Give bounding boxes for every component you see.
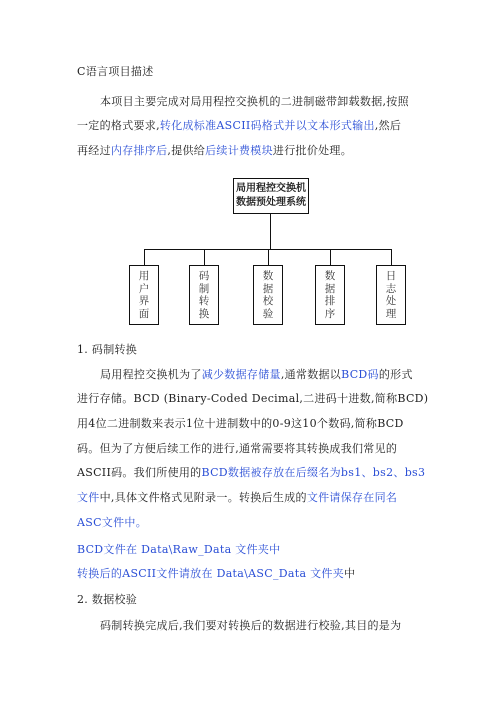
text-run: 内存排序后: [110, 144, 168, 157]
intro-line-3: [77, 144, 352, 158]
node-char: 理: [385, 307, 397, 320]
text-run: 本项目主要完成对局用程控交换机的二进制磁带卸载数据,按照: [100, 95, 409, 108]
section-1-line-1: [100, 368, 413, 382]
page-heading: C语言项目描述: [77, 65, 154, 78]
text-run: 后续计费模块: [205, 144, 273, 157]
diagram-stem: [270, 214, 271, 249]
node-char: 据: [324, 282, 336, 295]
text-run: BCD码: [341, 368, 379, 381]
diagram-drop-4: [330, 249, 331, 265]
diagram-root-line-1: 局用程控交换机: [236, 183, 306, 194]
section-1-title: 1. 码制转换: [77, 343, 138, 356]
node-char: 排: [324, 295, 336, 307]
section-1-line-3: [77, 417, 404, 431]
text-run: 文件请保存在同名: [306, 491, 398, 504]
diagram-drop-1: [144, 249, 145, 265]
section-1-line-7: [77, 516, 147, 530]
text-run: ,提供给: [167, 144, 206, 157]
text-run: 进行批价处理。: [272, 144, 353, 157]
text-run: 用4位二进制数来表示1位十进制数中的0-9这10个数码,简称BCD: [77, 417, 404, 430]
text-run: ASCII码。我们所使用的: [77, 466, 202, 479]
node-char: 转: [198, 295, 210, 307]
diagram-root-line-2: 数据预处理系统: [236, 197, 306, 208]
text-run: ,然后: [374, 119, 402, 132]
node-char: 数: [262, 270, 274, 282]
asc-data-path: [77, 567, 355, 581]
section-2-line-1: 码制转换完成后,我们要对转换后的数据进行校验,其目的是为: [100, 619, 402, 632]
text-run: 转换后的ASCII文件请放在 Data\ASC_Data 文件夹: [77, 567, 344, 580]
text-run: BCD数据被存放在后缀名为bs1、bs2、bs3: [201, 466, 426, 479]
text-run: 再经过: [77, 144, 111, 157]
node-char: 日: [385, 270, 397, 282]
section-1-line-4: [77, 442, 397, 456]
diagram-drop-3: [268, 249, 269, 265]
text-run: 进行存储。BCD (Binary-Coded Decimal,二进码十进数,简称BCD): [77, 392, 429, 405]
diagram-node-data-sorting: [315, 265, 345, 325]
node-char: 制: [198, 282, 210, 295]
diagram-drop-5: [391, 249, 392, 265]
node-char: 用: [138, 270, 150, 282]
node-char: 数: [324, 270, 336, 282]
node-char: 码: [198, 270, 210, 282]
diagram-node-log-processing: [376, 265, 406, 325]
section-1-line-6: [77, 491, 397, 505]
diagram-node-data-validation: [253, 265, 283, 325]
node-char: 面: [138, 307, 150, 320]
text-run: ,通常数据以: [280, 368, 342, 381]
diagram-node-code-conversion: [189, 265, 219, 325]
text-run: 中: [344, 567, 356, 580]
node-char: 处: [385, 295, 397, 307]
node-char: 校: [262, 295, 274, 307]
diagram-drop-2: [204, 249, 205, 265]
node-char: 户: [138, 282, 150, 295]
node-char: 志: [385, 282, 397, 295]
text-run: 一定的格式要求,: [77, 119, 160, 132]
node-char: 界: [138, 295, 150, 307]
intro-line-1: [100, 95, 409, 109]
text-run: 文件: [77, 491, 100, 504]
intro-line-2: [77, 119, 401, 133]
text-run: 的形式: [378, 368, 413, 381]
node-char: 验: [262, 307, 274, 320]
text-run: 局用程控交换机为了: [100, 368, 202, 381]
section-2-title: 2. 数据校验: [77, 593, 138, 606]
text-run: ASC文件中。: [77, 516, 147, 529]
node-char: 换: [198, 307, 210, 320]
raw-data-path: BCD文件在 Data\Raw_Data 文件夹中: [77, 543, 281, 556]
text-run: 码。但为了方便后续工作的进行,通常需要将其转换成我们常见的: [77, 442, 398, 455]
section-1-line-5: [77, 466, 425, 480]
text-run: 减少数据存储量: [201, 368, 281, 381]
diagram-node-user-interface: [129, 265, 159, 325]
section-1-line-2: [77, 392, 428, 406]
diagram-root-box: [233, 178, 309, 214]
node-char: 序: [324, 307, 336, 320]
text-run: 转化成标准ASCII码格式并以文本形式输出: [159, 119, 375, 132]
node-char: 据: [262, 282, 274, 295]
text-run: 中,具体文件格式见附录一。转换后生成的: [99, 491, 307, 504]
